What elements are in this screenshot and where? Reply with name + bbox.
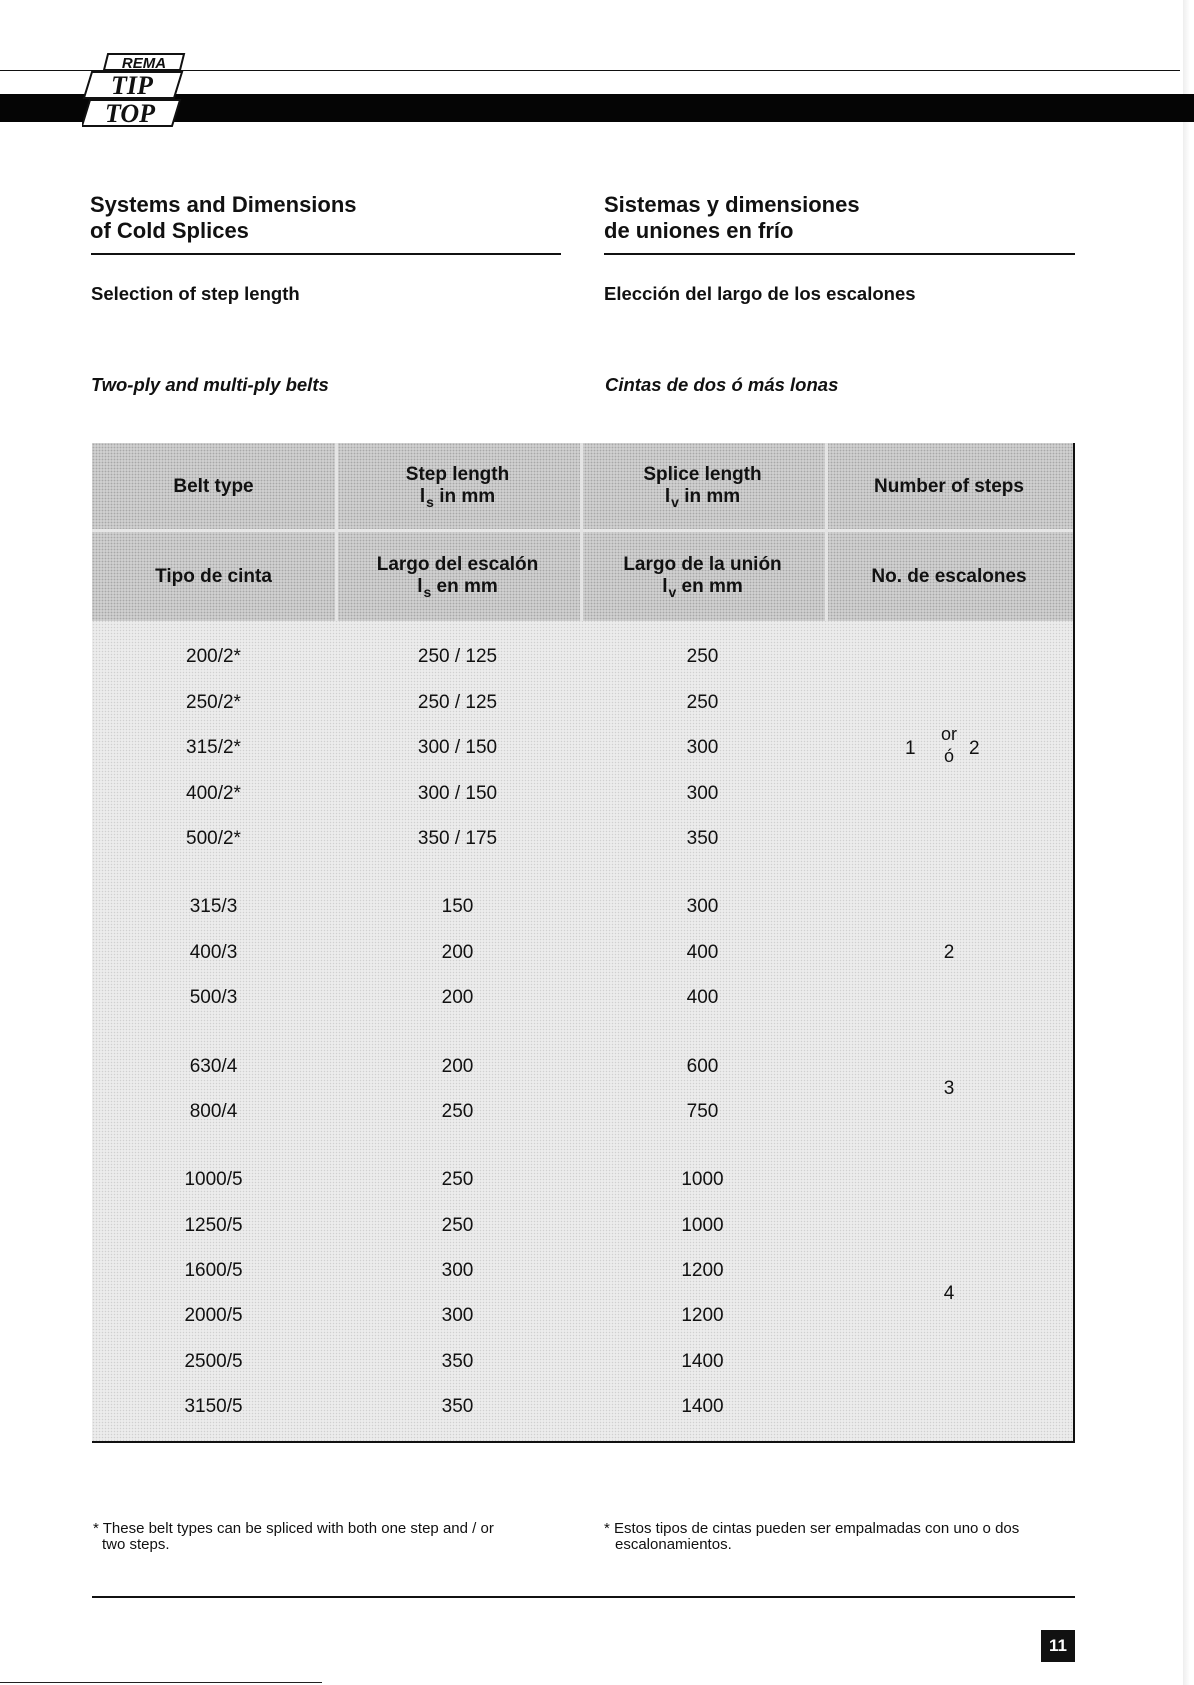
cell-splice: 400 (686, 942, 719, 963)
footnote-es-line2: escalonamientos. (615, 1536, 732, 1553)
cell-belt: 400/2* (186, 783, 241, 804)
cell-step: 250 / 125 (417, 646, 498, 667)
th-step-length-en-label: Step length (405, 464, 510, 485)
title-es-line1: Sistemas y dimensiones (604, 192, 860, 217)
title-en-line2: of Cold Splices (90, 218, 249, 243)
cell-step: 200 (441, 1056, 474, 1077)
cell-splice: 400 (686, 987, 719, 1008)
unit-text: in mm (439, 486, 496, 507)
steps-g1-o: ó (944, 746, 955, 766)
th-step-length-en-unit (335, 486, 580, 508)
unit-text: en mm (436, 576, 498, 597)
cell-splice: 300 (686, 896, 719, 917)
symbol-sub-s: s (423, 584, 432, 600)
cell-step: 300 (441, 1260, 474, 1281)
symbol-l: l (419, 486, 426, 507)
section-es: Cintas de dos ó más lonas (605, 374, 839, 395)
cell-splice: 250 (686, 646, 719, 667)
unit-text: en mm (681, 576, 743, 597)
th-number-of-steps-es: No. de escalones (871, 566, 1027, 587)
symbol-l: l (664, 486, 671, 507)
rema-tip-top-logo (82, 52, 190, 128)
cell-step: 350 (441, 1396, 474, 1417)
symbol-l: l (417, 576, 423, 597)
cell-step: 250 (441, 1169, 474, 1190)
logo-tip: TIP (111, 71, 153, 100)
th-belt-type-es: Tipo de cinta (155, 566, 272, 587)
subtitle-en: Selection of step length (91, 283, 300, 304)
footnote-en-line1: * These belt types can be spliced with both one step and / or (93, 1520, 494, 1537)
th-splice-length-en-unit (580, 486, 825, 508)
cell-splice: 350 (686, 828, 719, 849)
cell-splice: 600 (686, 1056, 719, 1077)
cell-belt: 400/3 (189, 942, 238, 963)
cell-splice: 300 (686, 783, 719, 804)
logo-rema: REMA (121, 55, 167, 72)
cell-splice: 1000 (681, 1215, 724, 1236)
cell-step: 350 / 175 (417, 828, 498, 849)
th-step-length-en (335, 464, 580, 508)
symbol-l: l (662, 576, 668, 597)
title-en-line1: Systems and Dimensions (90, 192, 357, 217)
title-en (90, 192, 570, 244)
title-es-line2: de uniones en frío (604, 218, 794, 243)
cell-step: 200 (441, 942, 474, 963)
cell-step: 250 (441, 1101, 474, 1122)
th-belt-type-en: Belt type (173, 476, 254, 497)
page-edge (1180, 0, 1194, 1685)
cell-splice: 250 (686, 692, 719, 713)
cell-belt: 630/4 (189, 1056, 238, 1077)
steps-group-3: 3 (943, 1078, 955, 1099)
page-number: 11 (1041, 1630, 1075, 1662)
th-step-length-es-unit (335, 576, 580, 598)
cell-belt: 315/2* (186, 737, 241, 758)
cell-belt: 500/3 (189, 987, 238, 1008)
cell-step: 350 (441, 1351, 474, 1372)
cell-belt: 500/2* (186, 828, 241, 849)
symbol-sub-s: s (426, 494, 434, 510)
cell-belt: 1600/5 (184, 1260, 243, 1281)
cell-splice: 1200 (681, 1305, 724, 1326)
th-step-length-es (335, 554, 580, 598)
cell-belt: 250/2* (186, 692, 241, 713)
table-right-border (1073, 443, 1075, 1443)
logo-top: TOP (104, 99, 156, 128)
unit-text: in mm (684, 486, 741, 507)
cell-step: 300 / 150 (417, 737, 498, 758)
footnote-en-line2: two steps. (102, 1536, 170, 1553)
cell-belt: 1000/5 (184, 1169, 243, 1190)
cell-step: 200 (441, 987, 474, 1008)
cell-belt: 2500/5 (184, 1351, 243, 1372)
th-number-of-steps-en: Number of steps (874, 476, 1024, 497)
steps-group-1 (825, 723, 1073, 773)
cell-splice: 300 (686, 737, 719, 758)
subtitle-es: Elección del largo de los escalones (604, 283, 916, 304)
th-splice-length-en-label: Splice length (643, 464, 762, 485)
title-es-rule (604, 253, 1075, 255)
header-col-sep-3 (825, 443, 828, 621)
footnote-en (93, 1521, 563, 1553)
cell-step: 150 (441, 896, 474, 917)
cell-step: 250 / 125 (417, 692, 498, 713)
cell-belt: 200/2* (186, 646, 241, 667)
steps-g1-left: 1 (905, 738, 916, 759)
cell-belt: 800/4 (189, 1101, 238, 1122)
steps-g1-right: 2 (969, 738, 980, 759)
th-step-length-es-label: Largo del escalón (376, 554, 539, 575)
cell-belt: 3150/5 (184, 1396, 243, 1417)
th-splice-length-es-unit (580, 576, 825, 598)
cell-step: 300 (441, 1305, 474, 1326)
steps-g1-or: or (941, 724, 958, 744)
title-es (604, 192, 1074, 244)
cell-splice: 1200 (681, 1260, 724, 1281)
cell-splice: 1000 (681, 1169, 724, 1190)
steps-group-2: 2 (943, 942, 955, 963)
footnote-es (604, 1521, 1074, 1553)
bottom-rule (92, 1596, 1075, 1598)
title-en-rule (91, 253, 561, 255)
cell-splice: 1400 (681, 1351, 724, 1372)
th-splice-length-es-label: Largo de la unión (623, 554, 782, 575)
cell-belt: 315/3 (189, 896, 238, 917)
cell-belt: 1250/5 (184, 1215, 243, 1236)
table-bottom-border (92, 1441, 1075, 1443)
section-en: Two-ply and multi-ply belts (91, 374, 329, 395)
symbol-sub-v: v (671, 494, 679, 510)
cell-step: 300 / 150 (417, 783, 498, 804)
steps-group-4: 4 (943, 1283, 955, 1304)
cell-belt: 2000/5 (184, 1305, 243, 1326)
symbol-sub-v: v (668, 584, 677, 600)
cell-step: 250 (441, 1215, 474, 1236)
th-splice-length-es (580, 554, 825, 598)
th-splice-length-en (580, 464, 825, 508)
cell-splice: 750 (686, 1101, 719, 1122)
cell-splice: 1400 (681, 1396, 724, 1417)
bottom-left-line (0, 1682, 322, 1683)
footnote-es-line1: * Estos tipos de cintas pueden ser empalmadas con uno o dos (604, 1520, 1020, 1537)
splice-table (92, 443, 1075, 1443)
